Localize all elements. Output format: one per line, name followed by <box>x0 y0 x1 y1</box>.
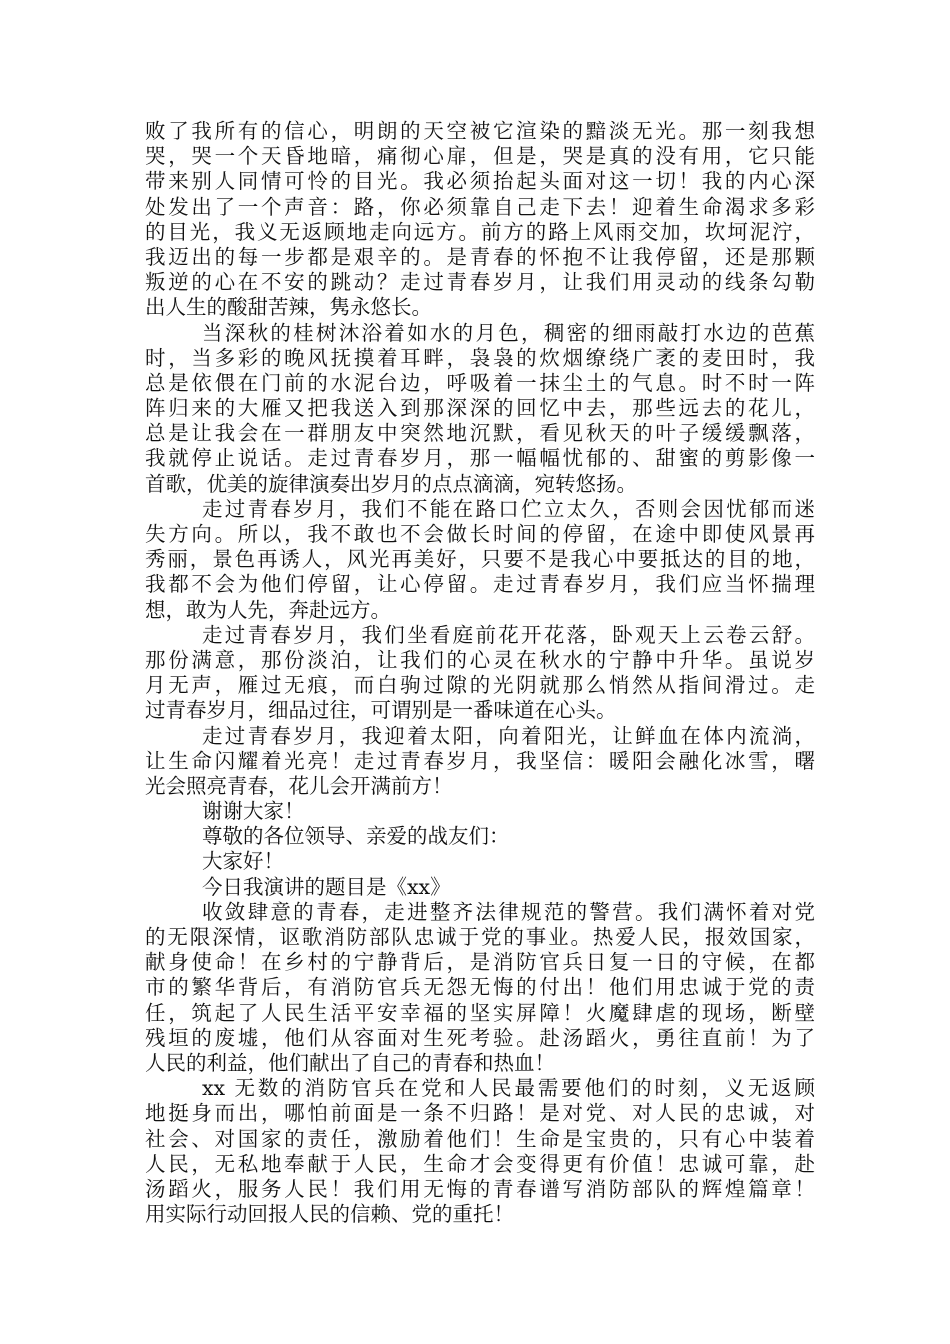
text-line: 的无限深情，讴歌消防部队忠诚于党的事业。热爱人民，报效国家， <box>145 925 815 949</box>
text-line: 带来别人同情可怜的目光。我必须抬起头面对这一切！我的内心深 <box>145 169 815 194</box>
text-line: 哭，哭一个天昏地暗，痛彻心扉，但是，哭是真的没有用，它只能 <box>145 144 815 169</box>
document-body <box>145 119 815 1227</box>
text-line: 大家好！ <box>202 849 284 874</box>
text-line: 让生命闪耀着光亮！走过青春岁月，我坚信：暖阳会融化冰雪，曙 <box>145 748 815 773</box>
text-line: 收敛肆意的青春，走进整齐法律规范的警营。我们满怀着对党 <box>202 899 815 924</box>
text-line: 人民的利益，他们献出了自己的青春和热血！ <box>145 1050 555 1075</box>
text-line: 处发出了一个声音：路，你必须靠自己走下去！迎着生命渴求多彩 <box>145 194 815 219</box>
text-line: 阵归来的大雁又把我送入到那深深的回忆中去，那些远去的花儿， <box>145 396 815 421</box>
text-line: 时，当多彩的晚风抚摸着耳畔，袅袅的炊烟缭绕广袤的麦田时，我 <box>145 345 815 370</box>
text-line: 任，筑起了人民生活平安幸福的坚实屏障！火魔肆虐的现场，断壁 <box>145 1000 815 1025</box>
text-line: 汤蹈火，服务人民！我们用无悔的青春谱写消防部队的辉煌篇章！ <box>145 1176 815 1201</box>
text-line: 秀丽，景色再诱人，风光再美好，只要不是我心中要抵达的目的地， <box>145 547 815 572</box>
text-line: 的目光，我义无返顾地走向远方。前方的路上风雨交加，坎坷泥泞， <box>145 219 815 244</box>
text-line: 过青春岁月，细品过往，可谓别是一番味道在心头。 <box>145 698 617 723</box>
text-line: 叛逆的心在不安的跳动？走过青春岁月，让我们用灵动的线条勾勒 <box>145 270 815 295</box>
text-line: 走过青春岁月，我们坐看庭前花开花落，卧观天上云卷云舒。 <box>202 622 815 647</box>
text-line: 那份满意，那份淡泊，让我们的心灵在秋水的宁静中升华。虽说岁 <box>145 647 815 672</box>
text-line: 总是依偎在门前的水泥台边，呼吸着一抹尘土的气息。时不时一阵 <box>145 370 815 395</box>
text-line: 人民，无私地奉献于人民，生命才会变得更有价值！忠诚可靠，赴 <box>145 1151 815 1176</box>
text-line: 我迈出的每一步都是艰辛的。是青春的怀抱不让我停留，还是那颗 <box>145 244 815 269</box>
text-line: 总是让我会在一群朋友中突然地沉默，看见秋天的叶子缓缓飘落， <box>145 421 815 446</box>
text-line: 我就停止说话。走过青春岁月，那一幅幅忧郁的、甜蜜的剪影像一 <box>145 446 815 471</box>
text-line: 今日我演讲的题目是《xx》 <box>202 874 451 899</box>
text-line: 我都不会为他们停留，让心停留。走过青春岁月，我们应当怀揣理 <box>145 572 815 597</box>
text-line: 败了我所有的信心，明朗的天空被它渲染的黯淡无光。那一刻我想 <box>145 119 815 143</box>
text-line: xx 无数的消防官兵在党和人民最需要他们的时刻，义无返顾 <box>202 1076 815 1101</box>
text-line: 想，敢为人先，奔赴远方。 <box>145 597 391 622</box>
text-line: 出人生的酸甜苦辣，隽永悠长。 <box>145 295 432 320</box>
text-line: 谢谢大家！ <box>202 799 305 824</box>
text-line: 市的繁华背后，有消防官兵无怨无悔的付出！他们用忠诚于党的责 <box>145 975 815 1000</box>
text-line: 光会照亮青春，花儿会开满前方！ <box>145 773 453 798</box>
text-line: 社会、对国家的责任，激励着他们！生命是宝贵的，只有心中装着 <box>145 1126 815 1151</box>
text-line: 失方向。所以，我不敢也不会做长时间的停留，在途中即使风景再 <box>145 522 815 546</box>
text-line: 月无声，雁过无痕，而白驹过隙的光阴就那么悄然从指间滑过。走 <box>145 673 815 698</box>
text-line: 当深秋的桂树沐浴着如水的月色，稠密的细雨敲打水边的芭蕉 <box>202 320 815 345</box>
text-line: 首歌，优美的旋律演奏出岁月的点点滴滴，宛转悠扬。 <box>145 471 637 496</box>
text-line: 尊敬的各位领导、亲爱的战友们： <box>202 824 510 849</box>
text-line: 走过青春岁月，我迎着太阳，向着阳光，让鲜血在体内流淌， <box>202 723 815 748</box>
text-line: 残垣的废墟，他们从容面对生死考验。赴汤蹈火，勇往直前！为了 <box>145 1025 815 1050</box>
text-line: 献身使命！在乡村的宁静背后，是消防官兵日复一日的守候，在都 <box>145 950 815 975</box>
text-line: 用实际行动回报人民的信赖、党的重托！ <box>145 1202 514 1227</box>
text-line: 走过青春岁月，我们不能在路口伫立太久，否则会因忧郁而迷 <box>202 496 815 521</box>
text-line: 地挺身而出，哪怕前面是一条不归路！是对党、对人民的忠诚，对 <box>145 1101 815 1126</box>
